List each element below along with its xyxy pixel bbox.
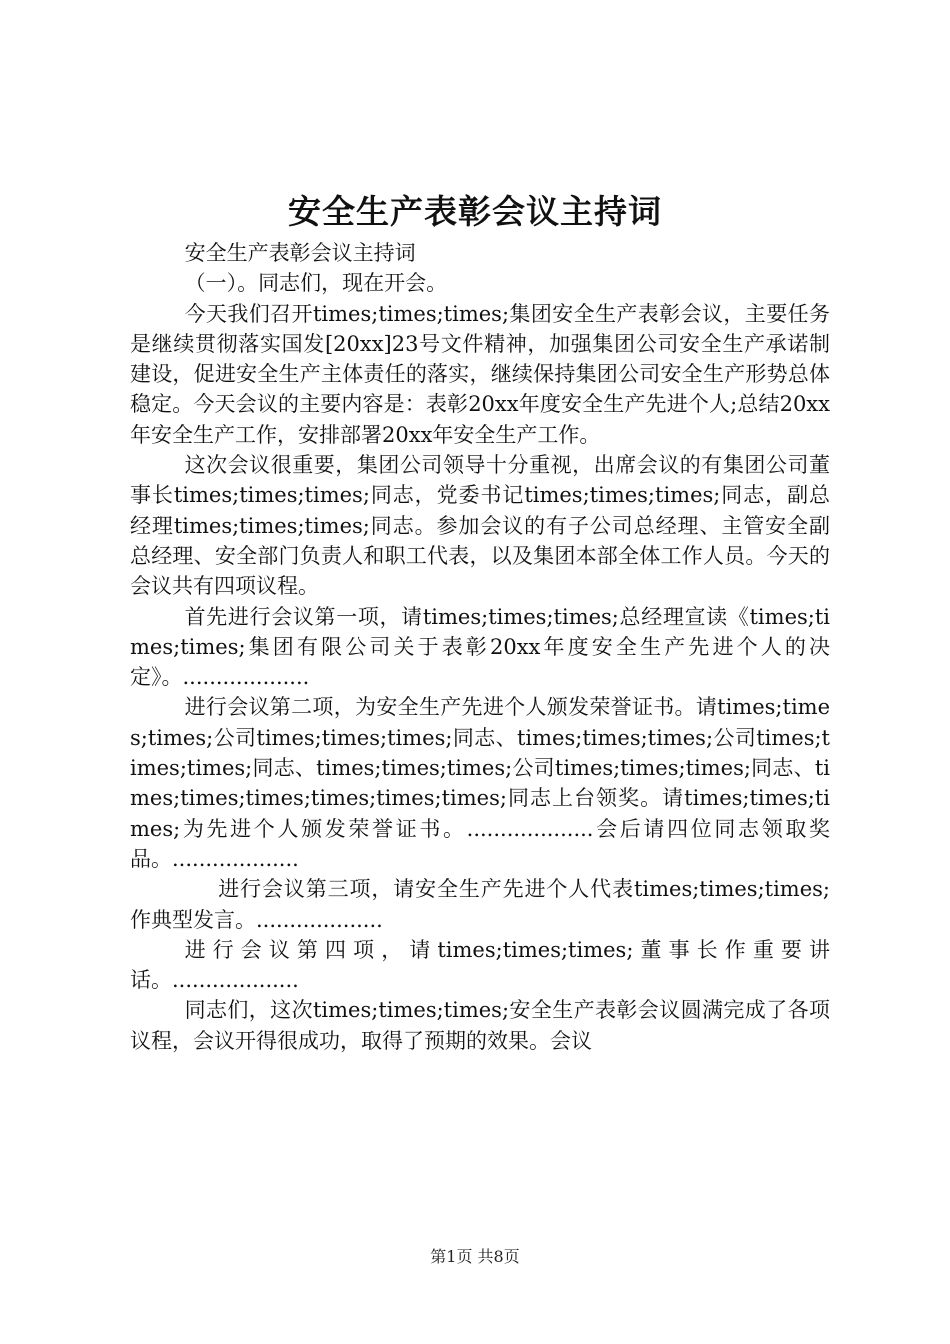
paragraph-purpose: 今天我们召开times;times;times;集团安全生产表彰会议，主要任务是继续贯彻落实国发[20xx]23号文件精神，加强集团公司安全生产承诺制建设，促进安全生产主体责任的落实，继续保持集团公司安全生产形势总体稳定。今天会议的主要内容是：表彰20xx年度安全生产先进个人;总结20xx年安全生产工作，安排部署20xx年安全生产工作。 xyxy=(130,301,830,447)
page-number-footer: 第1页 共8页 xyxy=(430,1247,520,1266)
paragraph-agenda-item-4: 进行会议第四项，请times;times;times;董事长作重要讲话。................... xyxy=(130,937,830,993)
paragraph-agenda-item-3: 进行会议第三项，请安全生产先进个人代表times;times;times;作典型发言。................... xyxy=(130,877,830,932)
document-title: 安全生产表彰会议主持词 xyxy=(288,192,662,231)
paragraph-attendees: 这次会议很重要，集团公司领导十分重视，出席会议的有集团公司董事长times;times;times;同志，党委书记times;times;times;同志，副总经理times;times;times;同志。参加会议的有子公司总经理、主管安全副总经理、安全部门负责人和职工代表，以及集团本部全体工作人员。今天的会议共有四项议程。 xyxy=(130,453,830,599)
paragraph-agenda-item-2: 进行会议第二项，为安全生产先进个人颁发荣誉证书。请times;times;times;公司times;times;times;同志、times;times;times;公司times;times;times;同志、times;times;times;公司times;times;times;同志、times;times;times;times;times;times;同志上台领奖。请times;times;times;为先进个人颁发荣誉证书。...................会后请四位同志领取奖品。................... xyxy=(130,695,830,871)
document-body xyxy=(130,238,830,1056)
paragraph-subtitle: 安全生产表彰会议主持词 xyxy=(184,241,416,265)
paragraph-closing: 同志们，这次times;times;times;安全生产表彰会议圆满完成了各项议程，会议开得很成功，取得了预期的效果。会议 xyxy=(130,998,830,1053)
paragraph-opening: （一）。同志们，现在开会。 xyxy=(184,271,448,296)
paragraph-agenda-item-1: 首先进行会议第一项，请times;times;times;总经理宣读《times;times;times;集团有限公司关于表彰20xx年度安全生产先进个人的决定》。................... xyxy=(130,604,830,690)
